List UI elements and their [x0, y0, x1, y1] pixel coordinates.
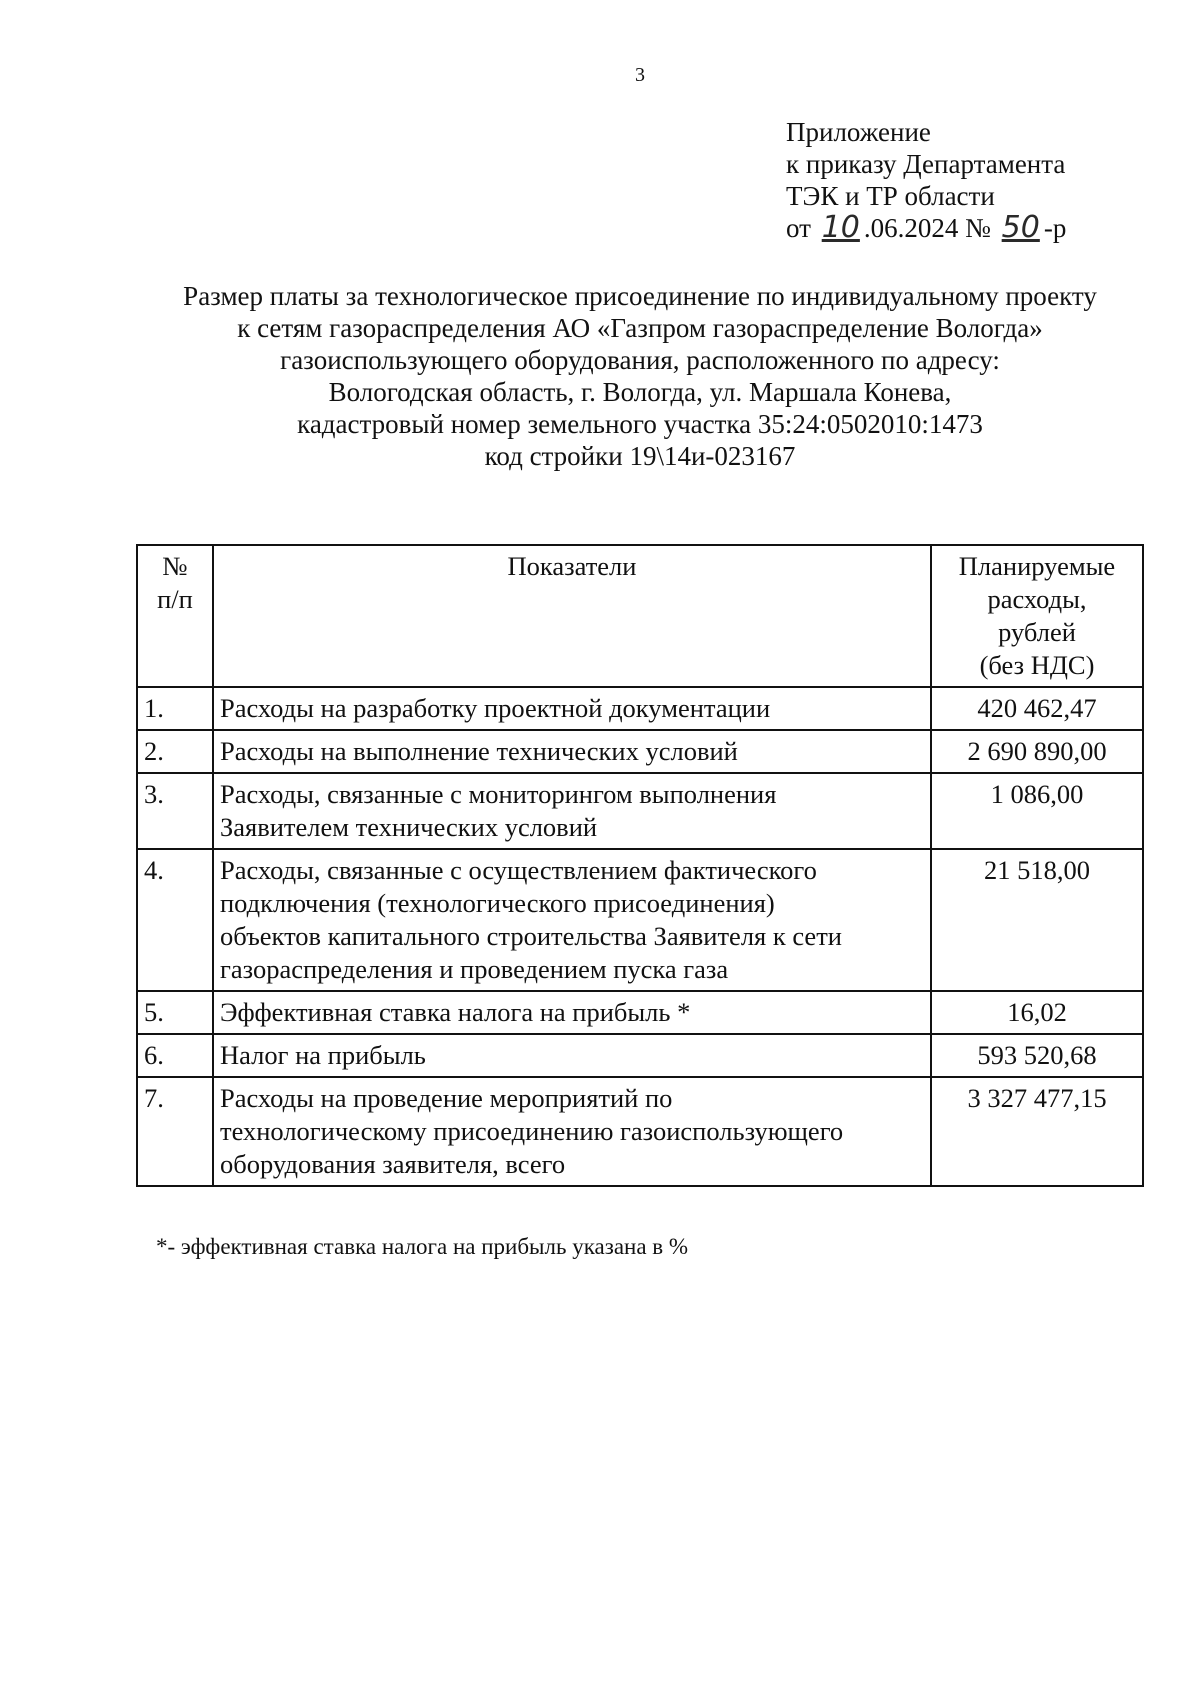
- table-row: [137, 687, 1143, 730]
- appendix-date-line: [786, 212, 1066, 244]
- row-indicator: [213, 991, 931, 1034]
- handwritten-day: 10: [821, 210, 860, 245]
- table-row: [137, 849, 1143, 991]
- indicator-line: газораспределения и проведением пуска газа: [220, 954, 729, 984]
- row-indicator: [213, 773, 931, 849]
- indicator-line: технологическому присоединению газоиспользующего: [220, 1116, 844, 1146]
- row-number: 6.: [137, 1034, 213, 1077]
- row-number: 7.: [137, 1077, 213, 1186]
- title-line: кадастровый номер земельного участка 35:24:0502010:1473: [297, 409, 983, 439]
- row-value: 16,02: [931, 991, 1143, 1034]
- indicator-line: подключения (технологического присоединения): [220, 888, 775, 918]
- title-line: Вологодская область, г. Вологда, ул. Маршала Конева,: [328, 377, 952, 407]
- title-line: Размер платы за технологическое присоединение по индивидуальному проекту: [183, 281, 1097, 311]
- header-cost-line: (без НДС): [979, 650, 1095, 680]
- table-row: [137, 1034, 1143, 1077]
- row-number: 4.: [137, 849, 213, 991]
- order-suffix: -р: [1043, 213, 1067, 243]
- table-row: [137, 773, 1143, 849]
- cost-table: [136, 544, 1144, 1187]
- header-indicators: Показатели: [213, 545, 931, 687]
- row-indicator: [213, 687, 931, 730]
- handwritten-order-number: 50: [1001, 210, 1040, 245]
- header-cost-line: Планируемые: [958, 551, 1116, 581]
- indicator-line: Налог на прибыль: [220, 1040, 426, 1070]
- table-row: [137, 991, 1143, 1034]
- indicator-line: Эффективная ставка налога на прибыль *: [220, 997, 691, 1027]
- date-rest: .06.2024 №: [863, 213, 991, 243]
- appendix-line-2: к приказу Департамента: [786, 149, 1066, 179]
- appendix-header: [786, 116, 1066, 244]
- row-indicator: [213, 849, 931, 991]
- indicator-line: оборудования заявителя, всего: [220, 1149, 566, 1179]
- row-indicator: [213, 1077, 931, 1186]
- row-value: 2 690 890,00: [931, 730, 1143, 773]
- indicator-line: Заявителем технических условий: [220, 812, 598, 842]
- header-number-line: п/п: [157, 584, 193, 614]
- title-line: к сетям газораспределения АО «Газпром газораспределение Вологда»: [237, 313, 1043, 343]
- table-header-row: [137, 545, 1143, 687]
- footnote: *- эффективная ставка налога на прибыль указана в %: [156, 1234, 689, 1259]
- indicator-line: Расходы, связанные с мониторингом выполнения: [220, 779, 777, 809]
- header-cost-line: расходы,: [987, 584, 1087, 614]
- indicator-line: Расходы на выполнение технических условий: [220, 736, 738, 766]
- row-number: 2.: [137, 730, 213, 773]
- row-number: 5.: [137, 991, 213, 1034]
- header-number: [137, 545, 213, 687]
- table-row: [137, 730, 1143, 773]
- indicator-line: Расходы на проведение мероприятий по: [220, 1083, 673, 1113]
- row-number: 3.: [137, 773, 213, 849]
- row-value: 21 518,00: [931, 849, 1143, 991]
- header-number-line: №: [162, 551, 188, 581]
- appendix-line-1: Приложение: [786, 117, 931, 147]
- header-cost-line: рублей: [998, 617, 1076, 647]
- row-value: 1 086,00: [931, 773, 1143, 849]
- table-row: [137, 1077, 1143, 1186]
- row-indicator: [213, 730, 931, 773]
- header-planned-costs: [931, 545, 1143, 687]
- row-number: 1.: [137, 687, 213, 730]
- row-value: 420 462,47: [931, 687, 1143, 730]
- appendix-line-3: ТЭК и ТР области: [786, 181, 995, 211]
- document-title: [80, 280, 1200, 472]
- date-prefix: от: [786, 213, 811, 243]
- indicator-line: объектов капитального строительства Заявителя к сети: [220, 921, 842, 951]
- row-value: 3 327 477,15: [931, 1077, 1143, 1186]
- indicator-line: Расходы на разработку проектной документации: [220, 693, 771, 723]
- page-number: 3: [635, 64, 645, 86]
- title-line: газоиспользующего оборудования, расположенного по адресу:: [280, 345, 1000, 375]
- title-line: код стройки 19\14и-023167: [484, 441, 796, 471]
- row-value: 593 520,68: [931, 1034, 1143, 1077]
- indicator-line: Расходы, связанные с осуществлением фактического: [220, 855, 817, 885]
- row-indicator: [213, 1034, 931, 1077]
